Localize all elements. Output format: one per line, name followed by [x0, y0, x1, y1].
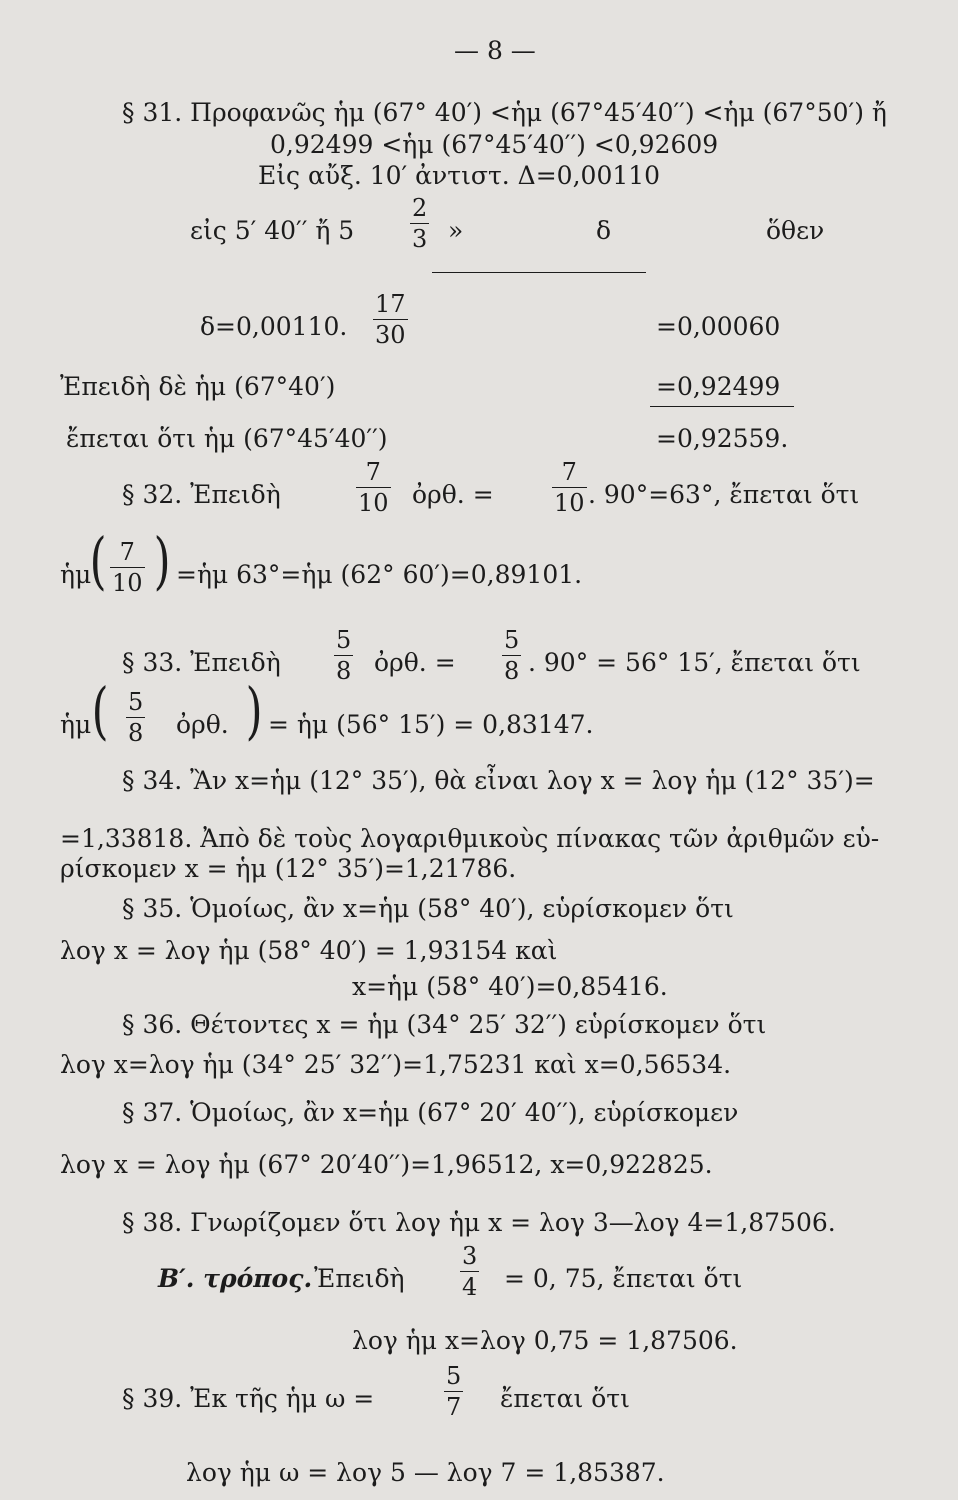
- fraction-denominator: 4: [462, 1273, 478, 1301]
- fraction-bar: [334, 655, 353, 656]
- fraction-denominator: 10: [112, 569, 143, 597]
- s39-fraction-5-7: [444, 1364, 463, 1419]
- s32-fraction-7-10-a: [356, 460, 391, 515]
- s32-line1-a: § 32. Ἐπειδὴ: [122, 480, 281, 509]
- s33-line2-b: ὀρθ.: [176, 710, 229, 739]
- s32-line2-b: =ἡμ 63°=ἡμ (62° 60′)=0,89101.: [176, 560, 583, 589]
- s31-line3: Εἰς αὔξ. 10′ ἀντιστ. Δ=0,00110: [258, 161, 661, 190]
- s32-line1-c: . 90°=63°, ἔπεται ὅτι: [588, 480, 860, 509]
- s31-ditto-mark: »: [448, 216, 464, 245]
- s37-line1: § 37. Ὁμοίως, ἂν x=ἡμ (67° 20′ 40′′), εὑρίσκομεν: [122, 1098, 739, 1127]
- s33-line1-b: ὀρθ. =: [374, 648, 456, 677]
- s36-line1: § 36. Θέτοντες x = ἡμ (34° 25′ 32′′) εὑρίσκομεν ὅτι: [122, 1010, 767, 1039]
- s31-line7-right: =0,92559.: [656, 424, 789, 453]
- s34-line2: =1,33818. Ἀπὸ δὲ τοὺς λογαριθμικοὺς πίνακας τῶν ἀριθμῶν εὑ-: [60, 824, 880, 853]
- fraction-numerator: 3: [462, 1242, 478, 1270]
- fraction-denominator: 10: [358, 489, 389, 517]
- s39-line1-a: § 39. Ἐκ τῆς ἡμ ω =: [122, 1384, 375, 1413]
- s33-line2-a: ἡμ: [60, 710, 92, 739]
- fraction-bar: [502, 655, 521, 656]
- fraction-denominator: 3: [412, 225, 428, 253]
- fraction-denominator: 8: [128, 719, 144, 747]
- s31-delta: δ: [596, 216, 612, 245]
- s39-line1-b: ἔπεται ὅτι: [500, 1384, 630, 1413]
- fraction-numerator: 2: [412, 194, 428, 222]
- s34-line1: § 34. Ἂν x=ἡμ (12° 35′), θὰ εἶναι λογ x = λογ ἡμ (12° 35′)=: [122, 766, 875, 795]
- s31-hence: ὅθεν: [766, 216, 825, 245]
- fraction-bar: [356, 487, 391, 488]
- s31-line2: 0,92499 <ἡμ (67°45′40′′) <0,92609: [270, 130, 719, 159]
- fraction-numerator: 5: [128, 688, 144, 716]
- fraction-denominator: 8: [336, 657, 352, 685]
- s33-line1-a: § 33. Ἐπειδὴ: [122, 648, 281, 677]
- fraction-bar: [126, 717, 145, 718]
- left-paren: (: [91, 674, 109, 747]
- fraction-bar: [410, 223, 429, 224]
- s38-line3: λογ ἡμ x=λογ 0,75 = 1,87506.: [352, 1326, 738, 1355]
- s33-fraction-5-8-a: [334, 628, 353, 683]
- s31-fraction-17-30: [373, 292, 408, 347]
- fraction-numerator: 7: [365, 458, 381, 486]
- fraction-numerator: 5: [504, 626, 520, 654]
- s35-line1: § 35. Ὁμοίως, ἂν x=ἡμ (58° 40′), εὑρίσκομεν ὅτι: [122, 894, 734, 923]
- s32-line2-a: ἡμ: [60, 560, 92, 589]
- s31-line4-left: εἰς 5′ 40′′ ἤ 5: [190, 216, 355, 245]
- fraction-numerator: 5: [446, 1362, 462, 1390]
- fraction-numerator: 5: [336, 626, 352, 654]
- s32-line1-b: ὀρθ. =: [412, 480, 494, 509]
- s37-line2: λογ x = λογ ἡμ (67° 20′40′′)=1,96512, x=0,922825.: [60, 1150, 713, 1179]
- fraction-bar: [460, 1271, 479, 1272]
- s31-line1: § 31. Προφανῶς ἡμ (67° 40′) <ἡμ (67°45′40′′) <ἡμ (67°50′) ἤ: [122, 98, 887, 127]
- fraction-denominator: 7: [446, 1393, 462, 1421]
- s31-fraction-2-3: [410, 196, 429, 251]
- right-paren: ): [245, 674, 263, 747]
- s31-rule-2: [650, 406, 794, 407]
- fraction-bar: [444, 1391, 463, 1392]
- s38-method-heading: Β′. τρόπος.: [158, 1264, 313, 1293]
- s34-line3: ρίσκομεν x = ἡμ (12° 35′)=1,21786.: [60, 854, 517, 883]
- s39-line2: λογ ἡμ ω = λογ 5 — λογ 7 = 1,85387.: [186, 1458, 665, 1487]
- s31-line5-right: =0,00060: [656, 312, 781, 341]
- s33-fraction-5-8-b: [502, 628, 521, 683]
- s33-line1-c: . 90° = 56° 15′, ἔπεται ὅτι: [528, 648, 861, 677]
- fraction-numerator: 17: [375, 290, 406, 318]
- s38-fraction-3-4: [460, 1244, 479, 1299]
- s36-line2: λογ x=λογ ἡμ (34° 25′ 32′′)=1,75231 καὶ x=0,56534.: [60, 1050, 732, 1079]
- s31-rule-1: [432, 272, 646, 273]
- s33-fraction-5-8-c: [126, 690, 145, 745]
- left-paren: (: [89, 524, 107, 597]
- s31-line5-left: δ=0,00110.: [200, 312, 348, 341]
- fraction-denominator: 8: [504, 657, 520, 685]
- s32-fraction-7-10-c: [110, 540, 145, 595]
- s38-line2-a: Ἐπειδὴ: [314, 1264, 405, 1293]
- fraction-denominator: 30: [375, 321, 406, 349]
- s33-line2-c: = ἡμ (56° 15′) = 0,83147.: [268, 710, 594, 739]
- fraction-numerator: 7: [561, 458, 577, 486]
- s38-line2-b: = 0, 75, ἔπεται ὅτι: [504, 1264, 743, 1293]
- right-paren: ): [153, 524, 171, 597]
- fraction-bar: [110, 567, 145, 568]
- s35-line2: λογ x = λογ ἡμ (58° 40′) = 1,93154 καὶ: [60, 936, 558, 965]
- fraction-bar: [373, 319, 408, 320]
- page-number: — 8 —: [454, 36, 536, 65]
- s32-fraction-7-10-b: [552, 460, 587, 515]
- fraction-denominator: 10: [554, 489, 585, 517]
- fraction-bar: [552, 487, 587, 488]
- fraction-numerator: 7: [119, 538, 135, 566]
- s35-line3: x=ἡμ (58° 40′)=0,85416.: [352, 972, 668, 1001]
- s31-line6-right: =0,92499: [656, 372, 781, 401]
- s31-line7-left: ἔπεται ὅτι ἡμ (67°45′40′′): [66, 424, 388, 453]
- s31-line6-left: Ἐπειδὴ δὲ ἡμ (67°40′): [60, 372, 336, 401]
- s38-line1: § 38. Γνωρίζομεν ὅτι λογ ἡμ x = λογ 3—λογ 4=1,87506.: [122, 1208, 836, 1237]
